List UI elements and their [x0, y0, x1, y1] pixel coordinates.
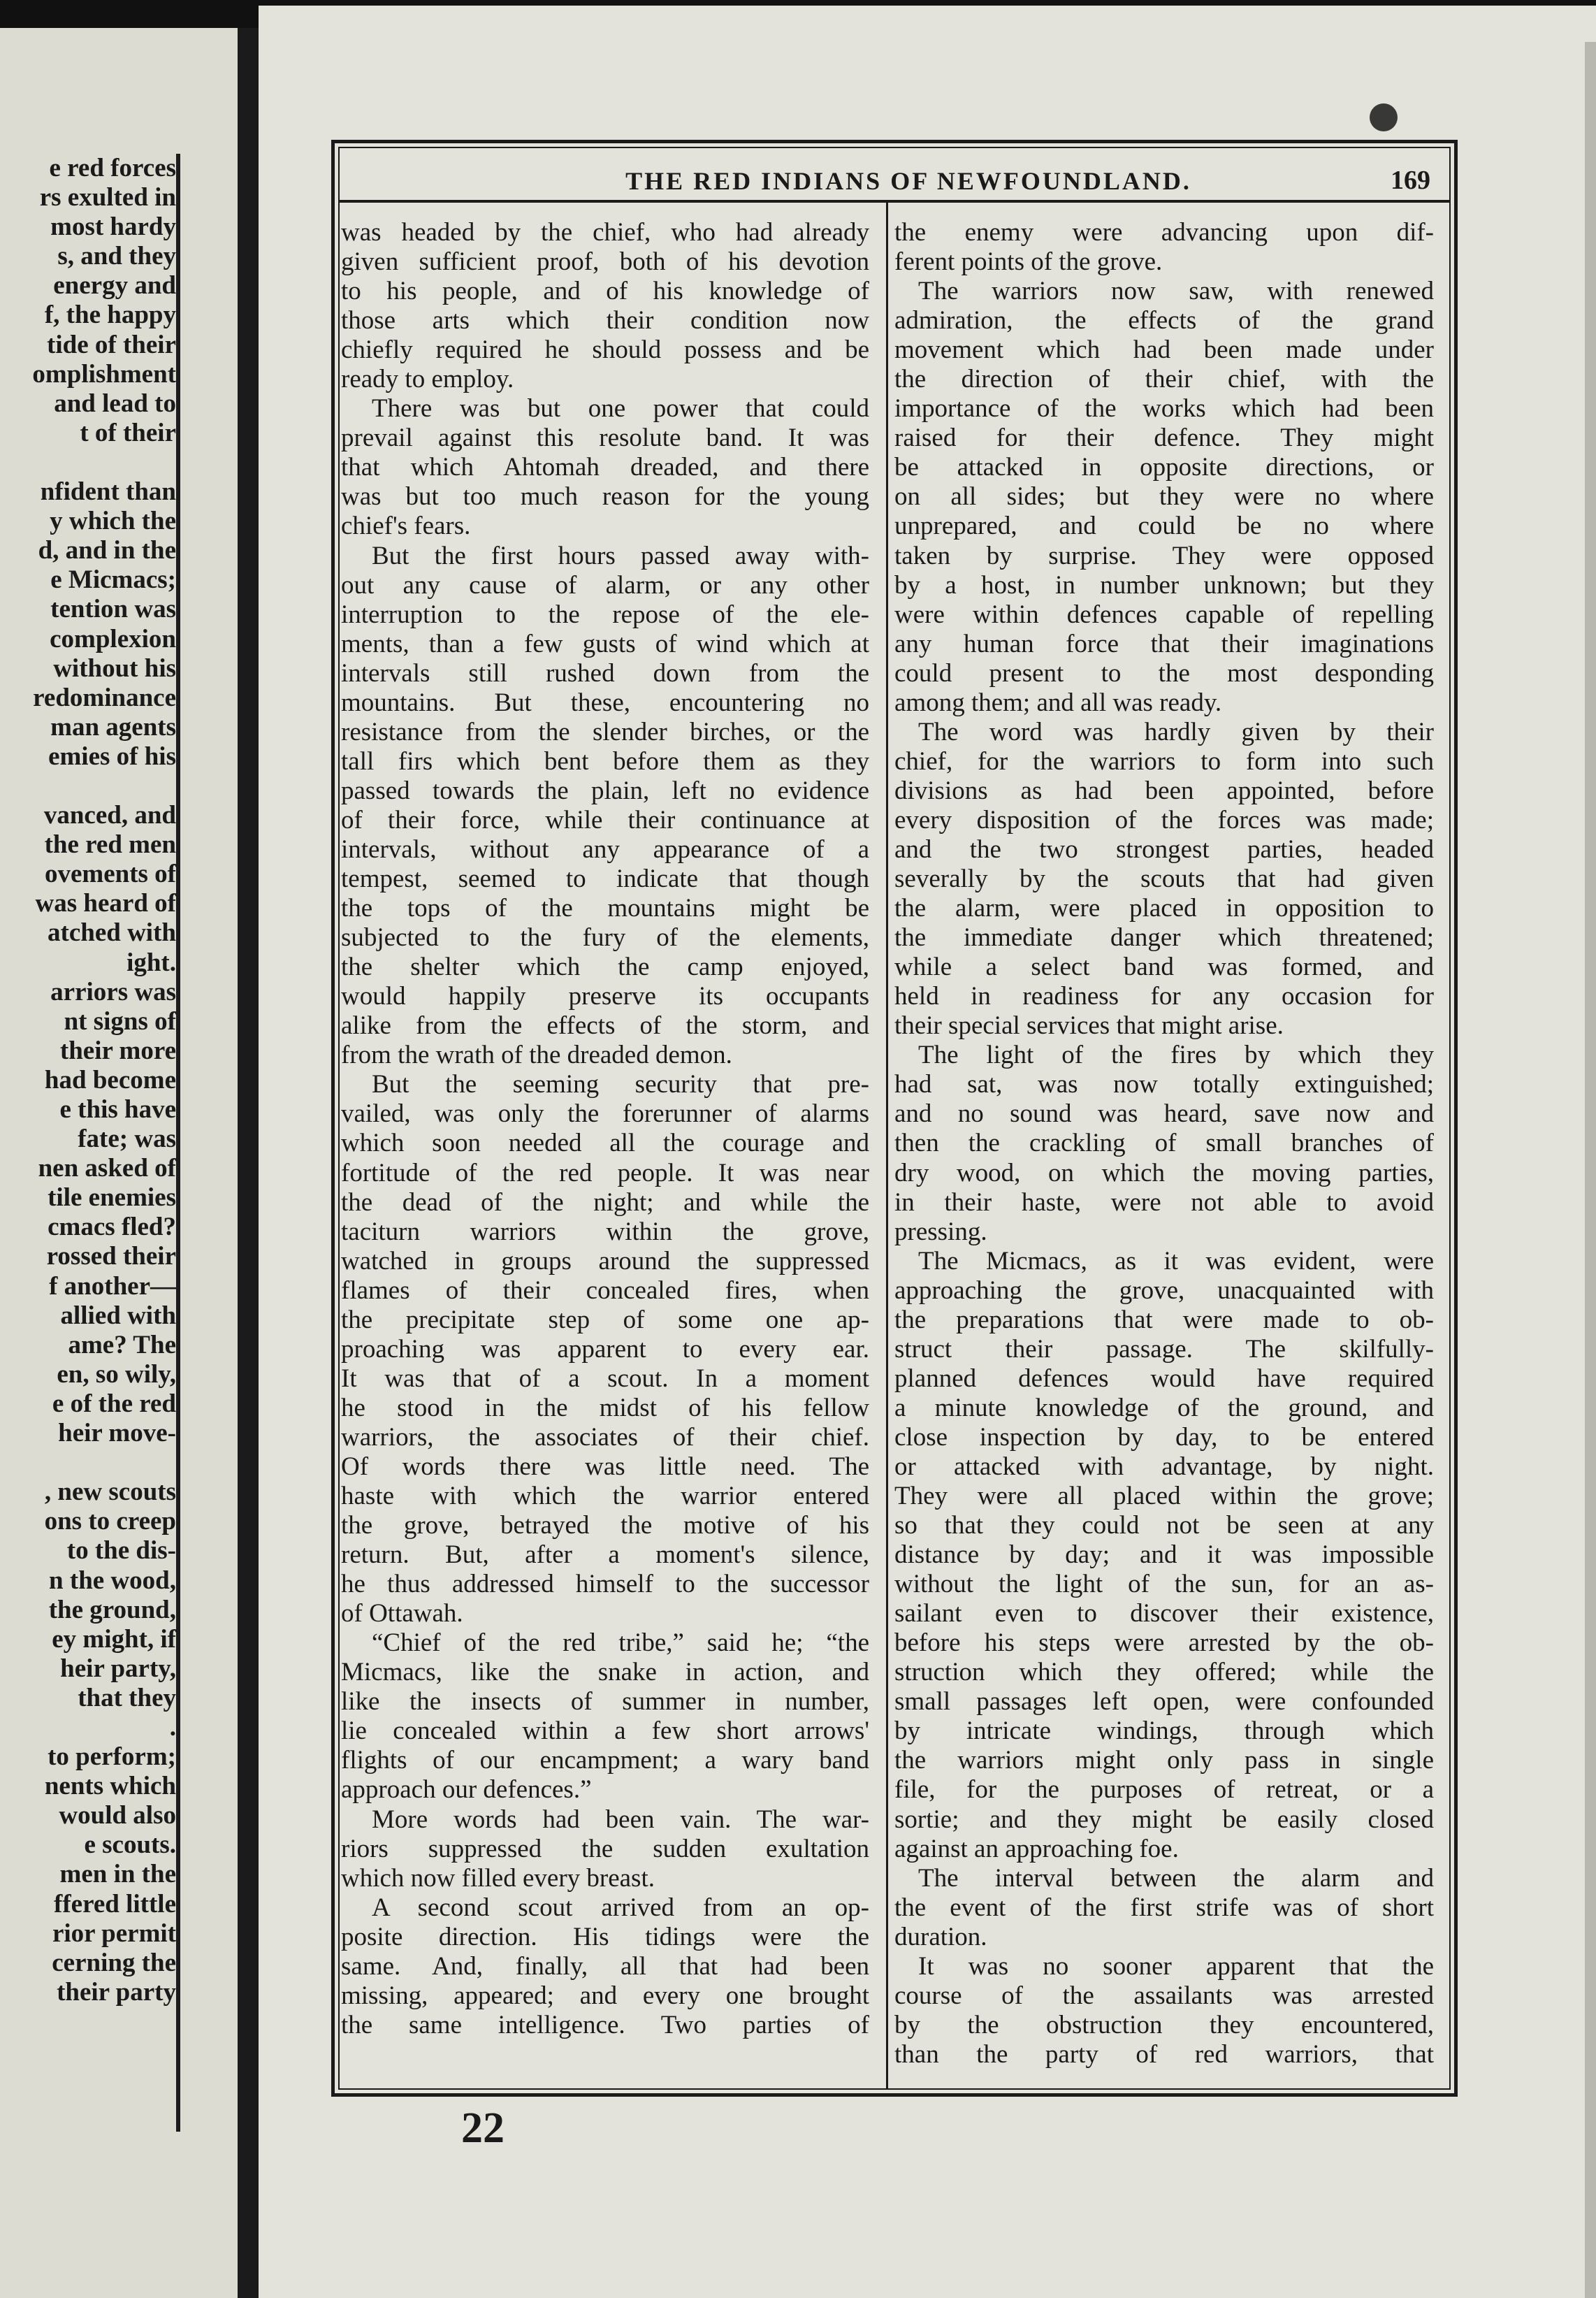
text-line: which soon needed all the courage and [341, 1129, 869, 1158]
text-line: e Micmacs; [50, 565, 176, 595]
text-line: cerning the [52, 1948, 176, 1977]
text-line: the preparations that were made to ob- [894, 1305, 1434, 1334]
text-line: the precipitate step of some one ap- [341, 1305, 869, 1334]
text-line: energy and [53, 271, 176, 301]
header-rule [338, 200, 1451, 203]
text-line: haste with which the warrior entered [341, 1482, 869, 1511]
text-line: the event of the first strife was of short [894, 1893, 1434, 1922]
text-line: against an approaching foe. [894, 1834, 1179, 1863]
text-line: ffered little [54, 1889, 176, 1918]
text-line: the shelter which the camp enjoyed, [341, 953, 869, 982]
text-line: d, and in the [38, 536, 176, 565]
text-line: the grove, betrayed the motive of his [341, 1511, 869, 1540]
text-line: by the obstruction they encountered, [894, 2010, 1434, 2039]
left-page-text-column [0, 154, 183, 2111]
text-line: divisions as had been appointed, before [894, 776, 1434, 805]
text-line: atched with [48, 918, 176, 948]
text-line: mountains. But these, encountering no [341, 688, 869, 717]
signature-mark: 22 [461, 2104, 505, 2152]
text-line: chief, for the warriors to form into such [894, 746, 1434, 776]
text-line: missing, appeared; and every one brought [341, 1981, 869, 2010]
text-line: any human force that their imaginations [894, 629, 1434, 658]
text-line: was heard of [35, 889, 176, 918]
text-line: flights of our encampment; a wary band [341, 1746, 869, 1775]
text-line: “Chief of the red tribe,” said he; “the [372, 1628, 869, 1658]
text-line: emies of his [48, 742, 176, 771]
text-line: There was but one power that could [372, 394, 869, 424]
text-line: would happily preserve its occupants [341, 982, 869, 1011]
text-line: complexion [50, 624, 176, 653]
text-line: a minute knowledge of the ground, and [894, 1393, 1434, 1422]
text-line: struction which they offered; while the [894, 1658, 1434, 1687]
text-line: But the seeming security that pre- [372, 1070, 869, 1099]
text-line: It was no sooner apparent that the [918, 1951, 1434, 1981]
text-line: sailant even to discover their existence, [894, 1599, 1434, 1628]
text-line: redominance [33, 683, 176, 712]
text-line: movement which had been made under [894, 335, 1434, 365]
text-line: by a host, in number unknown; but they [894, 570, 1434, 600]
text-line: pressing. [894, 1217, 987, 1246]
text-line: ready to employ. [341, 365, 514, 394]
text-line: he thus addressed himself to the successor [341, 1570, 869, 1599]
text-line: to the dis- [66, 1536, 176, 1566]
ink-blot [1370, 103, 1398, 131]
text-line: to perform; [48, 1742, 176, 1772]
text-line: of their force, while their continuance at [341, 805, 869, 834]
text-line: ame? The [68, 1330, 176, 1359]
text-line: flames of their concealed fires, when [341, 1276, 869, 1305]
text-line: nen asked of [38, 1154, 176, 1183]
text-line: ments, than a few gusts of wind which at [341, 629, 869, 658]
text-line: which now filled every breast. [341, 1863, 655, 1893]
text-line: and lead to [54, 389, 176, 418]
text-line: were within defences capable of repelling [894, 600, 1434, 629]
text-line: taciturn warriors within the grove, [341, 1217, 869, 1246]
text-line: The light of the fires by which they [918, 1041, 1434, 1070]
text-line: the alarm, were placed in opposition to [894, 894, 1434, 923]
text-line: tention was [50, 595, 176, 624]
text-line: the dead of the night; and while the [341, 1187, 869, 1217]
text-line: chiefly required he should possess and be [341, 335, 869, 365]
text-line: most hardy [50, 212, 176, 242]
text-line [0, 448, 183, 477]
text-line: of Ottawah. [341, 1599, 463, 1628]
text-line: A second scout arrived from an op- [372, 1893, 869, 1922]
text-line: approaching the grove, unacquainted with [894, 1276, 1434, 1305]
text-line: distance by day; and it was impossible [894, 1540, 1434, 1570]
text-line: resistance from the slender birches, or the [341, 717, 869, 746]
text-line: by intricate windings, through which [894, 1717, 1434, 1746]
text-line: posite direction. His tidings were the [341, 1922, 869, 1951]
text-line: The Micmacs, as it was evident, were [918, 1246, 1434, 1276]
text-line: vanced, and [43, 801, 176, 830]
text-line: while a select band was formed, and [894, 953, 1434, 982]
text-line: be attacked in opposite directions, or [894, 453, 1434, 482]
text-line: or attacked with advantage, by night. [894, 1452, 1434, 1481]
text-line: tile enemies [48, 1183, 176, 1213]
text-line: The interval between the alarm and [918, 1863, 1434, 1893]
text-line: e scouts. [84, 1830, 176, 1860]
page-edge [1585, 42, 1596, 2298]
text-line: tall firs which bent before them as they [341, 746, 869, 776]
text-line: their more [59, 1036, 176, 1065]
text-line: to his people, and of his knowledge of [341, 277, 869, 306]
text-line: before his steps were arrested by the ob- [894, 1628, 1434, 1658]
text-line: the enemy were advancing upon dif- [894, 218, 1434, 247]
text-line: dry wood, on which the moving parties, [894, 1158, 1434, 1187]
text-line: sortie; and they might be easily closed [894, 1805, 1434, 1834]
text-line: file, for the purposes of retreat, or a [894, 1775, 1434, 1805]
text-line [0, 1448, 183, 1477]
text-line: chief's fears. [341, 512, 471, 541]
text-line: then the crackling of small branches of [894, 1129, 1434, 1158]
text-line: ey might, if [52, 1624, 176, 1654]
text-column-right [887, 218, 1438, 2077]
text-line [0, 772, 183, 801]
text-line: ight. [126, 948, 176, 977]
text-line: rossed their [46, 1242, 176, 1271]
text-line: had sat, was now totally extinguished; [894, 1070, 1434, 1099]
text-line: held in readiness for any occasion for [894, 982, 1434, 1011]
text-line: vailed, was only the forerunner of alarms [341, 1099, 869, 1129]
text-line: intervals still rushed down from the [341, 658, 869, 688]
text-line: planned defences would have required [894, 1364, 1434, 1393]
text-line: Micmacs, like the snake in action, and [341, 1658, 869, 1687]
text-line: in their haste, were not able to avoid [894, 1187, 1434, 1217]
text-line: course of the assailants was arrested [894, 1981, 1434, 2010]
text-line: tide of their [47, 330, 176, 359]
text-column-left [341, 218, 873, 2077]
left-page-frame-rule [176, 154, 180, 2132]
text-line: . [169, 1712, 176, 1742]
text-line: ferent points of the grove. [894, 247, 1163, 277]
page-number: 169 [1391, 166, 1430, 195]
text-line: struct their passage. The skilfully- [894, 1334, 1434, 1364]
text-line: was but too much reason for the young [341, 482, 869, 512]
text-line: from the wrath of the dreaded demon. [341, 1041, 732, 1070]
text-line: that which Ahtomah dreaded, and there [341, 453, 869, 482]
text-line: warriors, the associates of their chief. [341, 1422, 869, 1452]
text-line: interruption to the repose of the ele- [341, 600, 869, 629]
text-line: close inspection by day, to be entered [894, 1422, 1434, 1452]
text-line: f, the happy [44, 301, 176, 330]
text-line: approach our defences.” [341, 1775, 592, 1805]
text-line: raised for their defence. They might [894, 424, 1434, 453]
text-line: return. But, after a moment's silence, [341, 1540, 869, 1570]
text-line: the warriors might only pass in single [894, 1746, 1434, 1775]
text-line: heir move- [58, 1419, 176, 1448]
text-line: y which the [50, 507, 176, 536]
text-line: s, and they [57, 242, 176, 271]
text-line: omplishment [32, 359, 176, 389]
text-line: given sufficient proof, both of his devotion [341, 247, 869, 277]
text-line: heir party, [60, 1654, 176, 1683]
text-line: he stood in the midst of his fellow [341, 1393, 869, 1422]
text-line: They were all placed within the grove; [894, 1482, 1434, 1511]
text-line: en, so wily, [57, 1359, 176, 1389]
text-line: t of their [80, 418, 176, 447]
text-line: tempest, seemed to indicate that though [341, 865, 869, 894]
text-line: rs exulted in [39, 183, 176, 212]
text-line: the immediate danger which threatened; [894, 923, 1434, 953]
text-line: unprepared, and could be no where [894, 512, 1434, 541]
text-line: on all sides; but they were no where [894, 482, 1434, 512]
text-line: importance of the works which had been [894, 394, 1434, 424]
text-line: had become [44, 1065, 176, 1094]
text-line: rior permit [52, 1918, 176, 1948]
text-line: intervals, without any appearance of a [341, 834, 869, 864]
text-line: lie concealed within a few short arrows' [341, 1717, 869, 1746]
text-line: their party [57, 1977, 176, 2007]
left-page-fragment [0, 28, 238, 2298]
text-line: their special services that might arise. [894, 1011, 1284, 1041]
text-line: But the first hours passed away with- [372, 541, 869, 570]
running-header-title: THE RED INDIANS OF NEWFOUNDLAND. [625, 167, 1191, 195]
text-line: It was that of a scout. In a moment [341, 1364, 869, 1393]
text-line: ons to creep [44, 1507, 176, 1536]
text-line: would also [59, 1801, 176, 1830]
text-line: prevail against this resolute band. It was [341, 424, 869, 453]
text-line: among them; and all was ready. [894, 688, 1222, 717]
text-line: allied with [60, 1301, 176, 1330]
text-line: arriors was [50, 977, 176, 1006]
text-line: the ground, [48, 1595, 176, 1624]
text-line: The warriors now saw, with renewed [918, 277, 1434, 306]
text-line: could present to the most desponding [894, 658, 1434, 688]
text-line: every disposition of the forces was made; [894, 805, 1434, 834]
text-line: the red men [44, 830, 176, 860]
text-line: The word was hardly given by their [918, 717, 1434, 746]
text-line: ovements of [44, 860, 176, 889]
page-gutter [238, 28, 259, 2298]
text-line: More words had been vain. The war- [372, 1805, 869, 1834]
text-line: like the insects of summer in number, [341, 1687, 869, 1717]
text-line: than the party of red warriors, that [894, 2039, 1434, 2069]
text-line: admiration, the effects of the grand [894, 306, 1434, 335]
text-line: men in the [59, 1860, 176, 1889]
text-line: e of the red [52, 1389, 176, 1418]
text-line: fortitude of the red people. It was near [341, 1158, 869, 1187]
text-line: man agents [50, 712, 176, 742]
text-line: the same intelligence. Two parties of [341, 2010, 869, 2039]
text-line: e this have [59, 1095, 176, 1124]
text-line: was headed by the chief, who had already [341, 218, 869, 247]
text-line: proaching was apparent to every ear. [341, 1334, 869, 1364]
text-line: alike from the effects of the storm, and [341, 1011, 869, 1041]
text-line: and no sound was heard, save now and [894, 1099, 1434, 1129]
text-line: the tops of the mountains might be [341, 894, 869, 923]
text-line: cmacs fled? [48, 1213, 176, 1242]
text-line: fate; was [78, 1125, 176, 1154]
text-line: the direction of their chief, with the [894, 365, 1434, 394]
text-line: n the wood, [49, 1566, 176, 1595]
text-line: Of words there was little need. The [341, 1452, 869, 1481]
text-line: e red forces [49, 154, 176, 182]
text-line: nfident than [40, 477, 176, 507]
text-line: same. And, finally, all that had been [341, 1951, 869, 1981]
text-line: nt signs of [64, 1006, 176, 1036]
text-line: nents which [44, 1772, 176, 1801]
text-line: without his [53, 653, 176, 683]
text-line: subjected to the fury of the elements, [341, 923, 869, 953]
text-line: , new scouts [44, 1477, 176, 1507]
text-line: passed towards the plain, left no evidence [341, 776, 869, 805]
text-line: watched in groups around the suppressed [341, 1246, 869, 1276]
text-line: duration. [894, 1922, 987, 1951]
text-line: small passages left open, were confounded [894, 1687, 1434, 1717]
text-line: without the light of the sun, for an as- [894, 1570, 1434, 1599]
text-line: f another— [49, 1271, 176, 1301]
text-line: taken by surprise. They were opposed [894, 541, 1434, 570]
text-line: that they [78, 1683, 176, 1712]
text-line: and the two strongest parties, headed [894, 834, 1434, 864]
text-line: so that they could not be seen at any [894, 1511, 1434, 1540]
text-line: out any cause of alarm, or any other [341, 570, 869, 600]
text-line: riors suppressed the sudden exultation [341, 1834, 869, 1863]
text-line: those arts which their condition now [341, 306, 869, 335]
text-line: severally by the scouts that had given [894, 865, 1434, 894]
